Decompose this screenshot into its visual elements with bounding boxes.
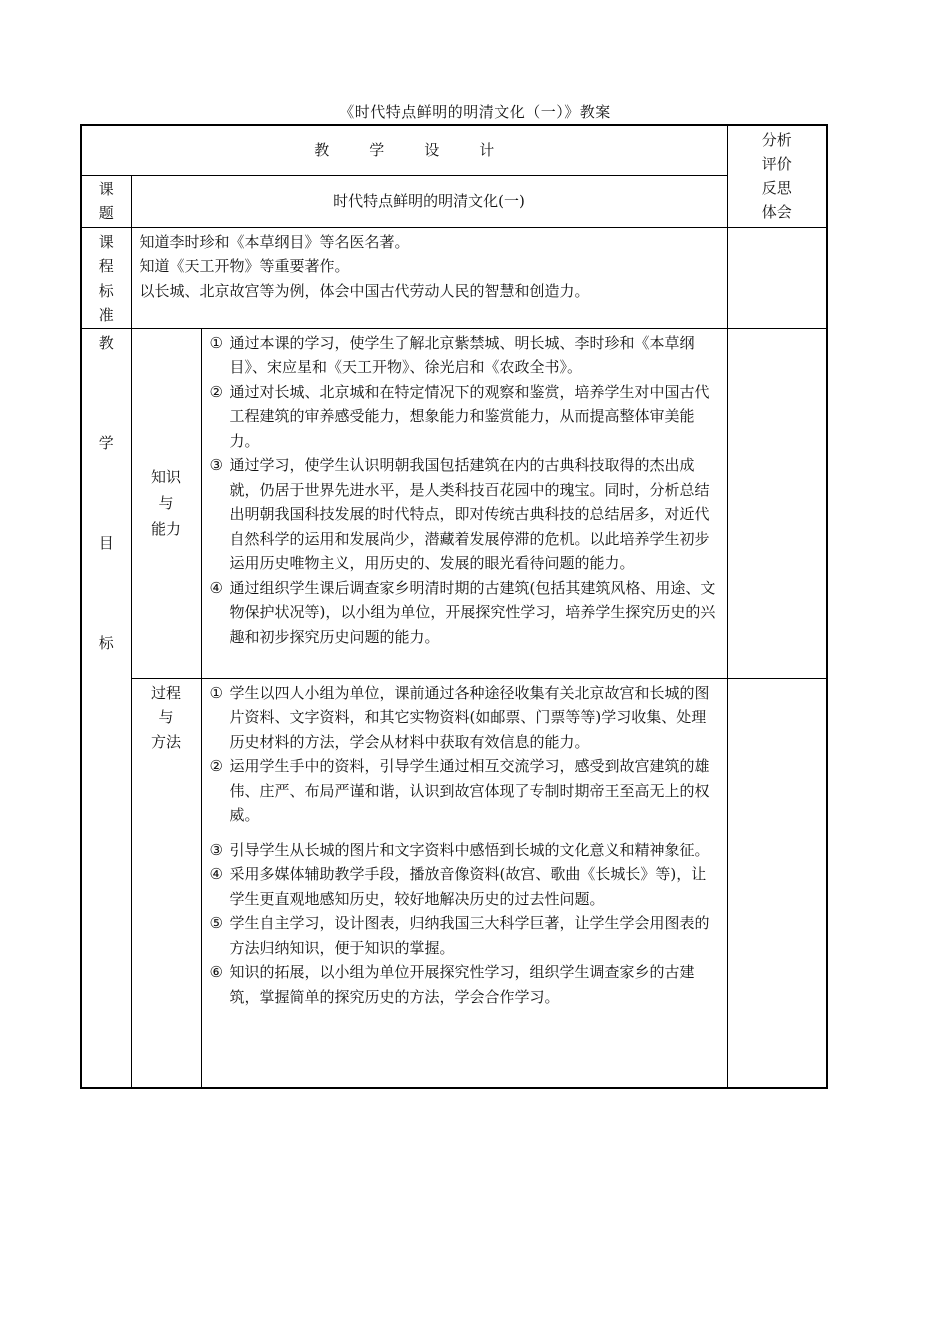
item-number: ② xyxy=(209,757,223,775)
item-text: 通过学习，使学生认识明朝我国包括建筑在内的古典科技取得的杰出成就，仍居于世界先进水平，是人类科技百花园中的瑰宝。同时，分析总结出明朝我国科技发展的时代特点，即对传统古典科技的总结居多，对近代自然科学的运用和发展尚少，潜藏着发展停滞的危机。以此培养学生初步运用历史唯物主义，用历史的、发展的眼光看待问题的能力。 xyxy=(229,456,710,572)
item-text: 引导学生从长城的图片和文字资料中感悟到长城的文化意义和精神象征。 xyxy=(229,840,710,859)
label-char: 标 xyxy=(98,281,114,300)
label-line: 能力 xyxy=(150,520,181,538)
item-text: 通过组织学生课后调查家乡明清时期的古建筑(包括其建筑风格、用途、文物保护状况等)，以小组为单位，开展探究性学习，培养学生探究历史的兴趣和初步探究历史问题的能力。 xyxy=(229,578,716,646)
standard-line: 以长城、北京故宫等为例，体会中国古代劳动人民的智慧和创造力。 xyxy=(139,281,590,300)
process-item xyxy=(210,754,719,828)
label-char: 程 xyxy=(98,257,114,275)
side-header-line: 反思 xyxy=(761,179,792,198)
side-header-line: 评价 xyxy=(761,155,792,174)
item-text: 采用多媒体辅助教学手段，播放音像资料(故宫、歌曲《长城长》等)，让学生更直观地感知历史，较好地解决历史的过去性问题。 xyxy=(229,865,707,908)
item-number: ② xyxy=(209,382,223,401)
process-item xyxy=(210,862,719,911)
item-number: ① xyxy=(209,683,223,702)
item-number: ④ xyxy=(209,578,223,597)
standards-content xyxy=(131,227,727,328)
label-line: 与 xyxy=(158,494,174,512)
label-char: 学 xyxy=(98,433,114,452)
label-line: 过程 xyxy=(150,683,181,702)
item-text: 学生以四人小组为单位，课前通过各种途径收集有关北京故宫和长城的图片资料、文字资料，和其它实物资料(如邮票、门票等等)学习收集、处理历史材料的方法，学会从材料中获取有效信息的能力。 xyxy=(229,683,710,751)
label-char: 题 xyxy=(98,204,114,222)
label-char: 目 xyxy=(98,533,114,552)
lesson-plan-table xyxy=(80,124,828,1089)
process-item xyxy=(210,960,719,1009)
remarks-cell xyxy=(727,328,827,678)
label-char: 课 xyxy=(98,179,114,198)
remarks-cell xyxy=(727,678,827,1088)
knowledge-item xyxy=(210,331,719,380)
process-label xyxy=(131,678,201,1088)
side-header-line: 分析 xyxy=(761,131,792,150)
item-text: 学生自主学习，设计图表，归纳我国三大科学巨著，让学生学会用图表的方法归纳知识，便于知识的掌握。 xyxy=(229,914,710,957)
topic-label xyxy=(81,175,131,227)
knowledge-item xyxy=(210,453,719,576)
item-text: 通过本课的学习，使学生了解北京紫禁城、明长城、李时珍和《本草纲目》、宋应星和《天工开物》、徐光启和《农政全书》。 xyxy=(229,333,695,376)
knowledge-item xyxy=(210,576,719,650)
item-text: 通过对长城、北京城和在特定情况下的观察和鉴赏，培养学生对中国古代工程建筑的审养感受能力，想象能力和鉴赏能力，从而提高整体审美能力。 xyxy=(229,382,710,450)
topic-value: 时代特点鲜明的明清文化(一) xyxy=(131,175,727,227)
objectives-label xyxy=(81,328,131,1088)
item-text: 运用学生手中的资料，引导学生通过相互交流学习，感受到故宫建筑的雄伟、庄严、布局严谨和谐，认识到故宫体现了专制时期帝王至高无上的权威。 xyxy=(229,757,710,824)
label-char: 准 xyxy=(98,306,114,324)
label-line: 知识 xyxy=(150,468,181,486)
standard-label xyxy=(81,227,131,328)
item-number: ③ xyxy=(209,456,223,474)
process-item xyxy=(210,681,719,755)
label-char: 课 xyxy=(98,232,114,251)
process-content xyxy=(201,678,727,1088)
remarks-cell xyxy=(727,227,827,328)
knowledge-label xyxy=(131,328,201,678)
side-header-line: 体会 xyxy=(761,203,792,222)
label-char: 教 xyxy=(98,333,114,352)
standard-line: 知道《天工开物》等重要著作。 xyxy=(139,257,350,275)
process-item xyxy=(210,838,719,863)
label-char: 标 xyxy=(98,633,114,652)
label-line: 方法 xyxy=(150,732,181,751)
side-header xyxy=(727,125,827,227)
item-number: ③ xyxy=(209,840,223,859)
item-number: ⑥ xyxy=(209,963,223,981)
item-text: 知识的拓展，以小组为单位开展探究性学习，组织学生调查家乡的古建筑，掌握简单的探究历史的方法，学会合作学习。 xyxy=(229,963,695,1006)
label-line: 与 xyxy=(158,708,174,726)
design-header: 教学设计 xyxy=(81,125,727,175)
item-number: ⑤ xyxy=(209,914,223,932)
knowledge-content xyxy=(201,328,727,678)
item-number: ① xyxy=(209,333,223,352)
knowledge-item xyxy=(210,380,719,454)
item-number: ④ xyxy=(209,865,223,883)
standard-line: 知道李时珍和《本草纲目》等名医名著。 xyxy=(139,232,410,251)
process-item xyxy=(210,911,719,960)
page-title: 《时代特点鲜明的明清文化（一）》教案 xyxy=(339,103,611,121)
